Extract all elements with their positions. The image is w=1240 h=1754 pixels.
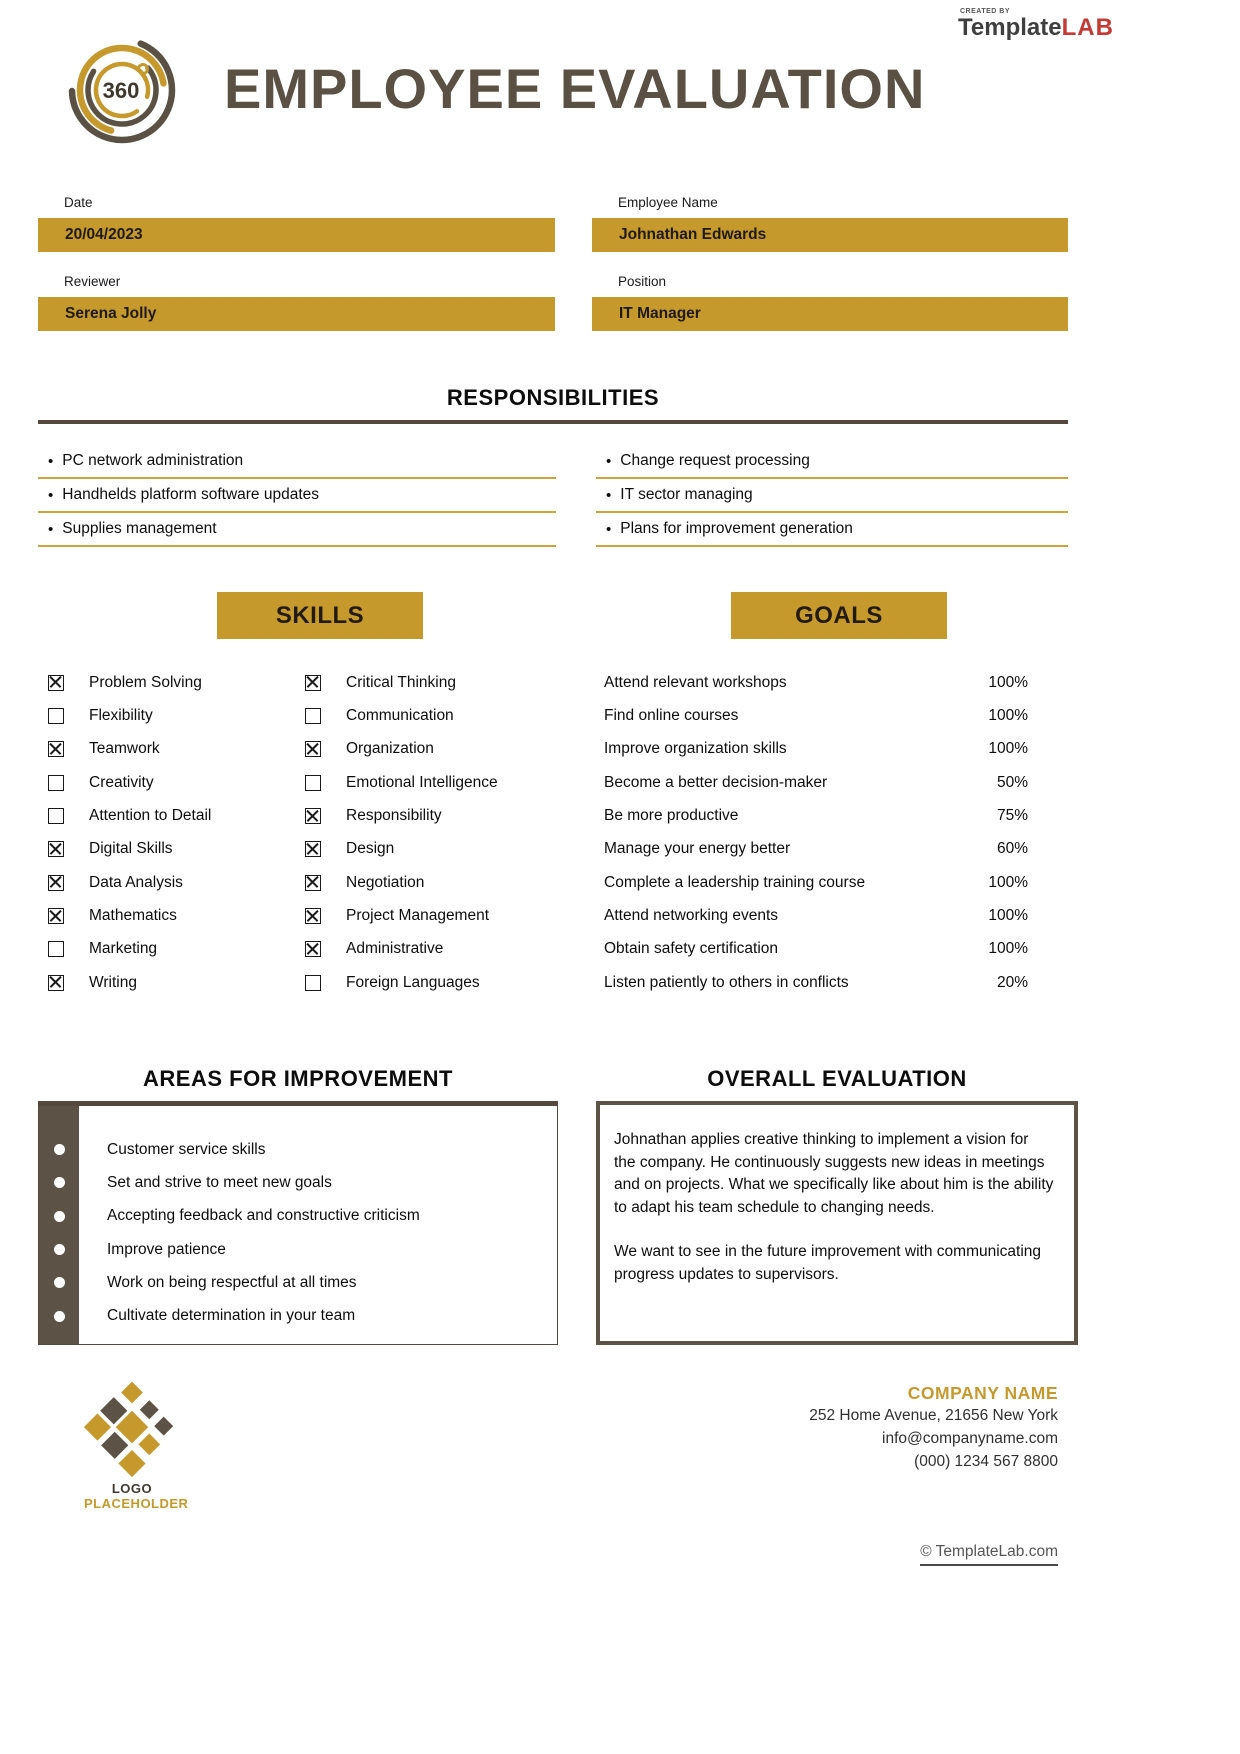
- skill-item: [305, 766, 575, 799]
- goal-item: [604, 966, 1028, 999]
- skills-column-2: [305, 666, 575, 999]
- goal-progress: 100%: [988, 940, 1028, 958]
- skill-item: [305, 866, 575, 899]
- goal-progress: 100%: [988, 740, 1028, 758]
- skill-item: [48, 766, 298, 799]
- skill-item: [48, 699, 298, 732]
- skill-label: Attention to Detail: [89, 807, 212, 825]
- checkbox-icon[interactable]: [305, 941, 321, 957]
- goal-label: Attend networking events: [604, 907, 779, 925]
- goal-progress: 100%: [988, 907, 1028, 925]
- checkbox-icon[interactable]: [305, 675, 321, 691]
- goal-item: [604, 899, 1028, 932]
- employee-name-field[interactable]: Johnathan Edwards: [592, 218, 1068, 252]
- checkbox-icon[interactable]: [305, 808, 321, 824]
- goal-item: [604, 833, 1028, 866]
- skill-item: [48, 933, 298, 966]
- goal-item: [604, 766, 1028, 799]
- logo-360-text: 360: [102, 78, 140, 103]
- improvement-item: [39, 1299, 557, 1332]
- skill-item: [305, 733, 575, 766]
- improvement-text: Improve patience: [107, 1240, 226, 1258]
- improvement-item: [39, 1133, 557, 1166]
- checkbox-icon[interactable]: [305, 875, 321, 891]
- responsibilities-divider: [38, 420, 1068, 424]
- goal-item: [604, 666, 1028, 699]
- checkbox-icon[interactable]: [48, 875, 64, 891]
- skill-label: Problem Solving: [89, 673, 202, 691]
- reviewer-label: Reviewer: [64, 274, 121, 289]
- goal-progress: 50%: [996, 773, 1028, 791]
- position-label: Position: [618, 274, 667, 289]
- bullet-dot-icon: [54, 1144, 65, 1155]
- skills-heading: SKILLS: [217, 592, 423, 639]
- checkbox-icon[interactable]: [48, 708, 64, 724]
- skill-item: [48, 666, 298, 699]
- skill-label: Critical Thinking: [346, 673, 456, 691]
- goal-label: Listen patiently to others in conflicts: [604, 973, 849, 991]
- skill-label: Digital Skills: [89, 840, 173, 858]
- logo-placeholder-line1: LOGO: [111, 1481, 153, 1496]
- skill-item: [48, 733, 298, 766]
- logo-placeholder-line2: PLACEHOLDER: [84, 1496, 189, 1511]
- skill-item: [305, 966, 575, 999]
- checkbox-icon[interactable]: [48, 741, 64, 757]
- skill-item: [48, 966, 298, 999]
- goal-progress: 75%: [996, 807, 1028, 825]
- page-title: EMPLOYEE EVALUATION: [224, 57, 926, 120]
- responsibility-item: [596, 486, 1068, 513]
- skill-label: Mathematics: [89, 907, 177, 925]
- goal-label: Improve organization skills: [604, 740, 787, 758]
- bullet-icon: •: [48, 520, 54, 538]
- areas-for-improvement-box: [38, 1101, 558, 1345]
- created-by-label: CREATED BY: [960, 8, 1010, 15]
- skill-item: [48, 899, 298, 932]
- checkbox-icon[interactable]: [305, 741, 321, 757]
- position-field[interactable]: IT Manager: [592, 297, 1068, 331]
- company-name: COMPANY NAME: [907, 1383, 1058, 1403]
- skills-column-1: [48, 666, 298, 999]
- goals-list: [604, 666, 1028, 999]
- company-address: 252 Home Avenue, 21656 New York: [809, 1407, 1058, 1424]
- company-phone: (000) 1234 567 8800: [914, 1453, 1058, 1470]
- date-label: Date: [64, 195, 93, 210]
- employee-name-label: Employee Name: [618, 195, 718, 210]
- responsibility-text: IT sector managing: [620, 486, 753, 503]
- logo-placeholder: [84, 1381, 189, 1511]
- goal-label: Obtain safety certification: [604, 940, 779, 958]
- bullet-dot-icon: [54, 1211, 65, 1222]
- skill-item: [48, 799, 298, 832]
- checkbox-icon[interactable]: [305, 975, 321, 991]
- 360-degree-logo-icon: [66, 34, 178, 146]
- checkbox-icon[interactable]: [48, 941, 64, 957]
- goal-progress: 60%: [996, 840, 1028, 858]
- skill-item: [305, 699, 575, 732]
- checkbox-icon[interactable]: [305, 775, 321, 791]
- checkbox-icon[interactable]: [48, 908, 64, 924]
- overall-evaluation-box: [596, 1101, 1078, 1345]
- brand-lab-text: LAB: [1061, 14, 1114, 41]
- improvement-text: Work on being respectful at all times: [107, 1273, 357, 1291]
- goal-item: [604, 799, 1028, 832]
- skill-label: Data Analysis: [89, 873, 183, 891]
- goal-label: Attend relevant workshops: [604, 673, 787, 691]
- goal-progress: 100%: [988, 873, 1028, 891]
- improvement-text: Accepting feedback and constructive criticism: [107, 1207, 420, 1225]
- date-field[interactable]: 20/04/2023: [38, 218, 555, 252]
- goal-label: Complete a leadership training course: [604, 873, 866, 891]
- responsibility-text: Supplies management: [62, 520, 217, 537]
- goal-label: Manage your energy better: [604, 840, 791, 858]
- checkbox-icon[interactable]: [305, 908, 321, 924]
- checkbox-icon[interactable]: [48, 808, 64, 824]
- skill-label: Negotiation: [346, 873, 425, 891]
- checkbox-icon[interactable]: [48, 975, 64, 991]
- checkbox-icon[interactable]: [305, 841, 321, 857]
- responsibility-text: Plans for improvement generation: [620, 520, 853, 537]
- bullet-icon: •: [606, 452, 612, 470]
- company-info: [809, 1383, 1058, 1473]
- skill-item: [305, 833, 575, 866]
- bullet-icon: •: [606, 520, 612, 538]
- bullet-dot-icon: [54, 1277, 65, 1288]
- templatelab-wordmark: [958, 14, 1114, 41]
- bullet-dot-icon: [54, 1244, 65, 1255]
- goal-item: [604, 699, 1028, 732]
- improvement-list: [39, 1133, 557, 1333]
- skill-label: Design: [346, 840, 395, 858]
- responsibility-item: [596, 452, 1068, 479]
- reviewer-field[interactable]: Serena Jolly: [38, 297, 555, 331]
- checkbox-icon[interactable]: [48, 675, 64, 691]
- skill-label: Creativity: [89, 773, 154, 791]
- responsibility-item: [38, 486, 556, 513]
- templatelab-logo: [958, 8, 1114, 41]
- skill-label: Organization: [346, 740, 434, 758]
- goal-label: Be more productive: [604, 807, 739, 825]
- bullet-icon: •: [48, 452, 54, 470]
- bullet-icon: •: [48, 486, 54, 504]
- evaluation-paragraph: Johnathan applies creative thinking to implement a vision for the company. He continuously suggests new ideas in meetings and on projects. What we specifically like about him is the ability to adapt his team schedule to changing needs.: [614, 1131, 1054, 1216]
- goal-item: [604, 866, 1028, 899]
- skill-label: Teamwork: [89, 740, 160, 758]
- responsibility-text: Change request processing: [620, 452, 810, 469]
- improvement-item: [39, 1266, 557, 1299]
- skill-item: [305, 799, 575, 832]
- bullet-icon: •: [606, 486, 612, 504]
- templatelab-copyright-link[interactable]: © TemplateLab.com: [920, 1543, 1058, 1566]
- evaluation-paragraph: We want to see in the future improvement with communicating progress updates to supervisors.: [614, 1243, 1042, 1283]
- bullet-dot-icon: [54, 1177, 65, 1188]
- improvement-item: [39, 1166, 557, 1199]
- skill-label: Responsibility: [346, 807, 442, 825]
- improvement-text: Cultivate determination in your team: [107, 1307, 356, 1325]
- skill-item: [305, 933, 575, 966]
- checkbox-icon[interactable]: [48, 775, 64, 791]
- skill-label: Marketing: [89, 940, 158, 958]
- bullet-dot-icon: [54, 1311, 65, 1322]
- skill-label: Foreign Languages: [346, 973, 480, 991]
- improvement-text: Customer service skills: [107, 1140, 266, 1158]
- goal-label: Become a better decision-maker: [604, 773, 828, 791]
- checkbox-icon[interactable]: [305, 708, 321, 724]
- brand-template-text: Template: [958, 14, 1062, 41]
- responsibility-item: [38, 452, 556, 479]
- company-email: info@companyname.com: [882, 1430, 1058, 1447]
- improvement-item: [39, 1200, 557, 1233]
- skill-label: Writing: [89, 973, 137, 991]
- skill-label: Emotional Intelligence: [346, 773, 498, 791]
- goal-item: [604, 733, 1028, 766]
- improvement-text: Set and strive to meet new goals: [107, 1173, 332, 1191]
- goal-label: Find online courses: [604, 707, 739, 725]
- responsibility-text: PC network administration: [62, 452, 244, 469]
- goal-item: [604, 933, 1028, 966]
- diamond-logo-icon: [84, 1381, 180, 1477]
- goals-heading: GOALS: [731, 592, 947, 639]
- skill-label: Communication: [346, 707, 454, 725]
- skill-item: [305, 666, 575, 699]
- skill-item: [305, 899, 575, 932]
- goal-progress: 100%: [988, 707, 1028, 725]
- goal-progress: 20%: [996, 973, 1028, 991]
- goal-progress: 100%: [988, 673, 1028, 691]
- responsibility-text: Handhelds platform software updates: [62, 486, 320, 503]
- responsibility-item: [38, 520, 556, 547]
- responsibilities-heading: RESPONSIBILITIES: [446, 385, 660, 410]
- skill-label: Project Management: [346, 907, 490, 925]
- improvement-item: [39, 1233, 557, 1266]
- skill-label: Flexibility: [89, 707, 153, 725]
- skill-item: [48, 833, 298, 866]
- checkbox-icon[interactable]: [48, 841, 64, 857]
- skill-item: [48, 866, 298, 899]
- responsibility-item: [596, 520, 1068, 547]
- overall-evaluation-heading: OVERALL EVALUATION: [707, 1066, 967, 1091]
- areas-for-improvement-heading: AREAS FOR IMPROVEMENT: [143, 1066, 453, 1091]
- skill-label: Administrative: [346, 940, 444, 958]
